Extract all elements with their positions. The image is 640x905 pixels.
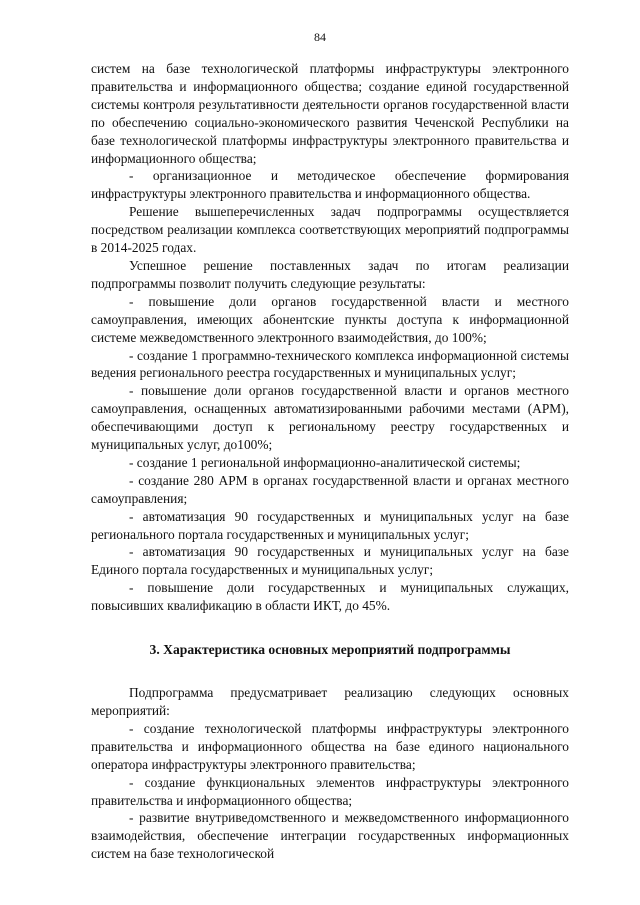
list-item: - организационное и методическое обеспечение формирования инфраструктуры электронного правительства и информационного общества. (91, 168, 569, 202)
list-item: - повышение доли органов государственной власти и органов местного самоуправления, оснащенных автоматизированными рабочими местами (АРМ), обеспечивающими доступ к региональному реестру государственных и муниципальных услуг, до100%; (91, 383, 569, 453)
paragraph: Успешное решение поставленных задач по итогам реализации подпрограммы позволит получить следующие результаты: (91, 257, 569, 291)
list-item: - повышение доли органов государственной власти и местного самоуправления, имеющих абонентские пункты доступа к информационной системе межведомственного электронного взаимодействия, до 100%; (91, 293, 569, 345)
list-item: - развитие внутриведомственного и межведомственного информационного взаимодействия, обеспечение интеграции государственных информационных систем на базе технологической (91, 810, 569, 862)
page-number: 84 (314, 30, 326, 44)
paragraph-continued: систем на базе технологической платформы инфраструктуры электронного правительства и информационного общества; создание единой государственной системы контроля результативности деятельности органов государственной власти по обеспечению социально-экономического развития Чеченской Республики на базе технологической платформы инфраструктуры электронного правительства и информационного общества; (91, 61, 569, 166)
list-item: - создание 1 региональной информационно-аналитической системы; (129, 454, 521, 470)
list-item: - создание технологической платформы инфраструктуры электронного правительства и информационного общества на базе единого национального оператора инфраструктуры электронного правительства; (91, 720, 569, 772)
page-body (91, 60, 569, 863)
list-item: - создание 280 АРМ в органах государственной власти и органах местного самоуправления; (91, 472, 569, 506)
list-item: - автоматизация 90 государственных и муниципальных услуг на базе Единого портала государственных и муниципальных услуг; (91, 544, 569, 578)
list-item: - создание функциональных элементов инфраструктуры электронного правительства и информационного общества; (91, 774, 569, 808)
list-item: - создание 1 программно-технического комплекса информационной системы ведения регионального реестра государственных и муниципальных услуг; (91, 347, 569, 381)
section-heading: 3. Характеристика основных мероприятий подпрограммы (149, 642, 511, 658)
paragraph: Решение вышеперечисленных задач подпрограммы осуществляется посредством реализации комплекса соответствующих мероприятий подпрограммы в 2014-2025 годах. (91, 204, 569, 256)
paragraph: Подпрограмма предусматривает реализацию следующих основных мероприятий: (91, 685, 569, 718)
list-item: - автоматизация 90 государственных и муниципальных услуг на базе регионального портала государственных и муниципальных услуг; (91, 508, 569, 542)
list-item: - повышение доли государственных и муниципальных служащих, повысивших квалификацию в области ИКТ, до 45%. (91, 580, 569, 614)
